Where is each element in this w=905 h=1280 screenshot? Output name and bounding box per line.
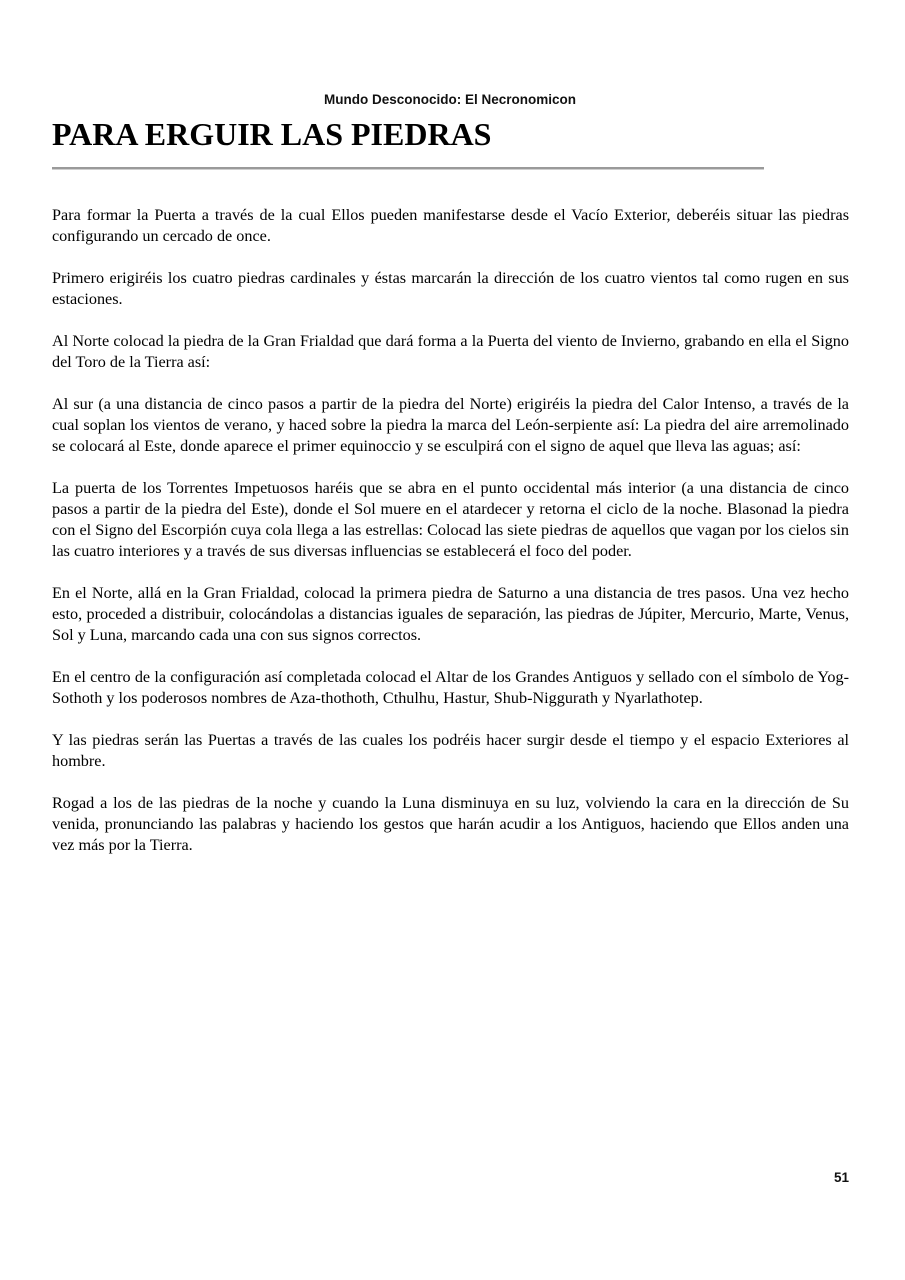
title-divider [52,167,764,170]
paragraph: Al sur (a una distancia de cinco pasos a partir de la piedra del Norte) erigiréis la piedra del Calor Intenso, a través de la cual soplan los vientos de verano, y haced sobre la piedra la marca del León-serpiente así: La piedra del aire arremolinado se colocará al Este, donde aparece el primer equinoccio y se esculpirá con el signo de aquel que lleva las aguas; así: [52,395,849,455]
page-number: 51 [833,1170,849,1185]
paragraph: En el Norte, allá en la Gran Frialdad, colocad la primera piedra de Saturno a una distancia de tres pasos. Una vez hecho esto, proceded a distribuir, colocándolas a distancias iguales de separación, las piedras de Júpiter, Mercurio, Marte, Venus, Sol y Luna, marcando cada una con sus signos correctos. [52,584,849,644]
running-header: Mundo Desconocido: El Necronomicon [323,92,576,107]
paragraph: Para formar la Puerta a través de la cual Ellos pueden manifestarse desde el Vacío Exterior, deberéis situar las piedras configurando un cercado de once. [52,206,849,245]
paragraph: Al Norte colocad la piedra de la Gran Frialdad que dará forma a la Puerta del viento de Invierno, grabando en ella el Signo del Toro de la Tierra así: [52,332,849,371]
chapter-title: PARA ERGUIR LAS PIEDRAS [52,116,492,152]
paragraph: La puerta de los Torrentes Impetuosos haréis que se abra en el punto occidental más interior (a una distancia de cinco pasos a partir de la piedra del Este), donde el Sol muere en el atardecer y retorna el ciclo de la noche. Blasonad la piedra con el Signo del Escorpión cuya cola llega a las estrellas: Colocad las siete piedras de aquellos que vagan por los cielos sin las cuatro interiores y a través de sus diversas influencias se establecerá el foco del poder. [52,479,849,560]
paragraph: Rogad a los de las piedras de la noche y cuando la Luna disminuya en su luz, volviendo la cara en la dirección de Su venida, pronunciando las palabras y haciendo los gestos que harán acudir a los Antiguos, haciendo que Ellos anden una vez más por la Tierra. [52,794,849,854]
paragraph: Y las piedras serán las Puertas a través de las cuales los podréis hacer surgir desde el tiempo y el espacio Exteriores al hombre. [52,731,849,770]
paragraph: En el centro de la configuración así completada colocad el Altar de los Grandes Antiguos y sellado con el símbolo de Yog-Sothoth y los poderosos nombres de Aza-thothoth, Cthulhu, Hastur, Shub-Niggurath y Nyarlathotep. [52,668,849,707]
body-text [52,205,849,877]
paragraph: Primero erigiréis los cuatro piedras cardinales y éstas marcarán la dirección de los cuatro vientos tal como rugen en sus estaciones. [52,269,849,308]
